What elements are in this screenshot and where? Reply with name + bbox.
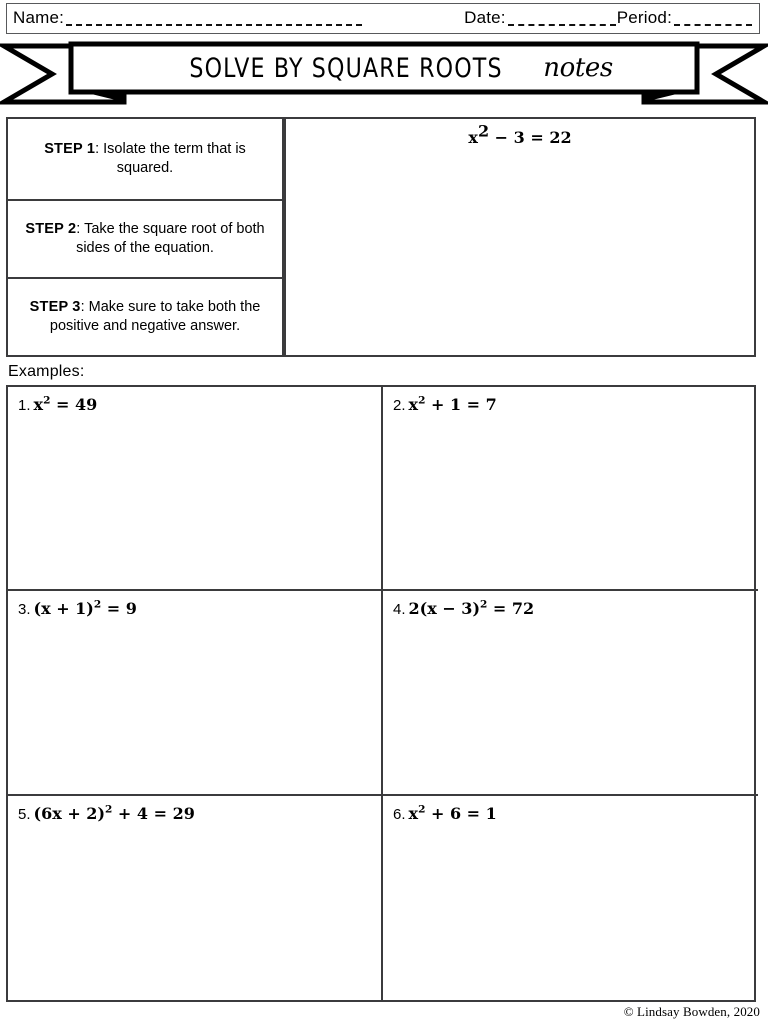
example-3-equation: $(x + 1)^2 = 9$ <box>33 599 137 619</box>
step-item-2 <box>8 201 282 279</box>
example-cell-1[interactable] <box>8 387 383 591</box>
name-blank[interactable] <box>66 11 362 26</box>
step-3-label: STEP 3 <box>29 299 81 316</box>
title-banner <box>0 40 768 108</box>
example-4-equation: $2(x - 3)^2 = 72$ <box>408 599 535 619</box>
example-4-number: 4. <box>393 601 406 619</box>
student-info-bar <box>6 3 760 34</box>
date-label: Date: <box>464 8 506 27</box>
worked-example-workspace[interactable] <box>284 117 756 357</box>
example-1-equation: $x^2 = 49$ <box>33 394 98 414</box>
step-2-text: Take the square root of both sides of the equation. <box>76 221 265 256</box>
example-cell-4[interactable] <box>383 591 758 795</box>
banner-title-script: notes <box>543 53 613 83</box>
example-5-line <box>18 804 371 823</box>
example-cell-5[interactable] <box>8 796 383 1000</box>
step-item-1 <box>8 119 282 201</box>
worked-eq-exponent: 2 <box>477 121 490 141</box>
step-3-text: Make sure to take both the positive and negative answer. <box>49 299 261 334</box>
example-2-number: 2. <box>393 397 406 414</box>
name-label: Name: <box>13 8 65 27</box>
step-1-label: STEP 1 <box>44 141 96 158</box>
step-item-3 <box>8 279 282 355</box>
example-cell-2[interactable] <box>383 387 758 591</box>
step-2-label: STEP 2 <box>25 221 77 238</box>
example-3-line <box>18 599 371 618</box>
step-1-text: Isolate the term that is squared. <box>103 141 246 176</box>
examples-section-label: Examples: <box>8 363 85 380</box>
example-cell-3[interactable] <box>8 591 383 795</box>
step-1-separator: : <box>95 141 104 158</box>
example-6-number: 6. <box>393 805 406 823</box>
example-cell-6[interactable] <box>383 796 758 1000</box>
example-6-equation: $x^2 + 6 = 1$ <box>408 803 497 823</box>
worked-eq-base: x <box>468 128 478 147</box>
example-3-number: 3. <box>18 601 31 619</box>
step-3-separator: : <box>80 299 89 316</box>
banner-title-caps: SOLVE BY SQUARE ROOTS <box>189 52 503 84</box>
period-blank[interactable] <box>674 11 752 26</box>
example-6-line <box>393 804 748 823</box>
example-1-line <box>18 395 371 414</box>
example-2-equation: $x^2 + 1 = 7$ <box>408 394 497 414</box>
step-2-separator: : <box>76 221 85 238</box>
copyright-footer: © Lindsay Bowden, 2020 <box>623 1004 760 1019</box>
period-label: Period: <box>616 8 672 27</box>
example-5-equation: $(6x + 2)^2 + 4 = 29$ <box>33 803 195 823</box>
worked-example-equation <box>286 119 754 148</box>
example-1-number: 1. <box>18 397 31 414</box>
example-2-line <box>393 395 748 414</box>
example-4-line <box>393 599 748 618</box>
worked-eq-rest: − 3 = 22 <box>489 128 572 147</box>
examples-grid <box>6 385 756 1002</box>
example-5-number: 5. <box>18 805 31 823</box>
steps-box <box>6 117 284 357</box>
date-blank[interactable] <box>508 11 616 26</box>
